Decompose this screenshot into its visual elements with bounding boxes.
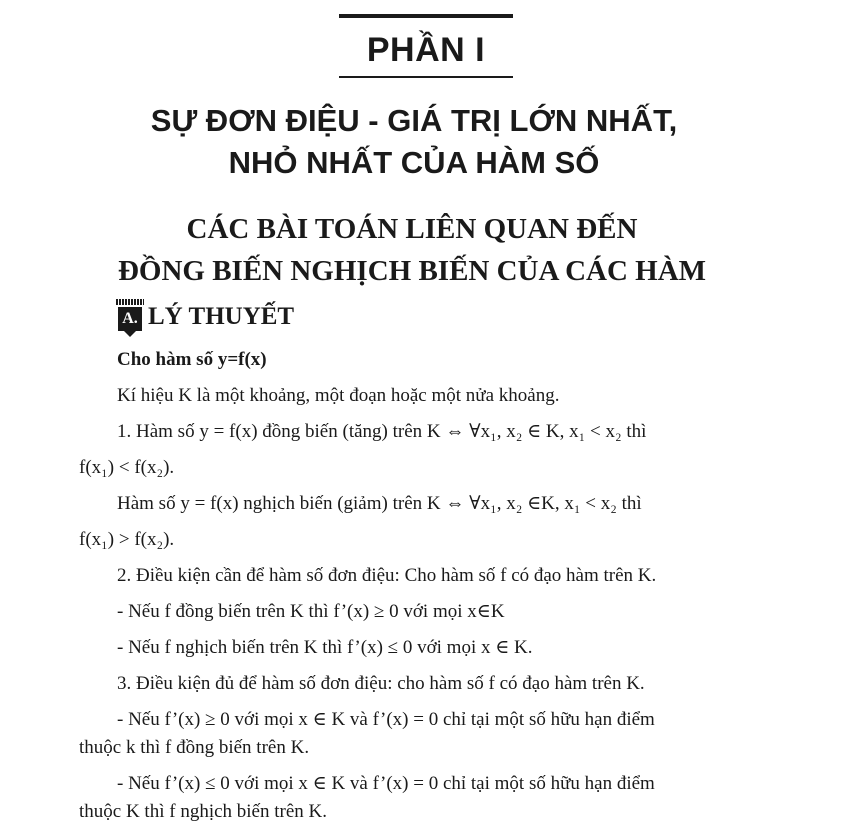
item3-line-b2: thuộc K thì f nghịch biến trên K. — [79, 801, 328, 822]
section-title — [0, 100, 836, 184]
section-a-badge-icon: A. — [118, 307, 142, 331]
item3-line-b1: - Nếu f’(x) ≤ 0 với mọi x ∈ K và f’(x) = 0 chỉ tại một số hữu hạn điểm — [117, 773, 655, 794]
theory-heading-text: LÝ THUYẾT — [148, 303, 295, 330]
topic-title-line-1: CÁC BÀI TOÁN LIÊN QUAN ĐẾN — [186, 213, 638, 245]
item3-line-a1: - Nếu f’(x) ≥ 0 với mọi x ∈ K và f’(x) = 0 chỉ tại một số hữu hạn điểm — [117, 709, 655, 730]
part-header — [339, 14, 513, 78]
intro-line: Cho hàm số y=f(x) — [117, 349, 267, 370]
part-rule-bottom — [339, 76, 513, 78]
theory-heading — [118, 300, 294, 334]
topic-title — [0, 208, 834, 292]
item3-line-a2: thuộc k thì f đồng biến trên K. — [79, 737, 310, 758]
item2-line: 2. Điều kiện cần để hàm số đơn điệu: Cho hàm số f có đạo hàm trên K. — [117, 565, 657, 586]
topic-title-line-2: ĐỒNG BIẾN NGHỊCH BIẾN CỦA CÁC HÀM — [117, 255, 707, 287]
theory-body — [79, 346, 783, 826]
part-rule-top — [339, 14, 513, 18]
item2-line-b: - Nếu f nghịch biến trên K thì f’(x) ≤ 0 với mọi x ∈ K. — [117, 637, 533, 658]
item1-line-b: f(x₁) < f(x₂). — [79, 457, 175, 478]
item3-line: 3. Điều kiện đủ để hàm số đơn điệu: cho hàm số f có đạo hàm trên K. — [117, 673, 645, 694]
section-title-line-1: SỰ ĐƠN ĐIỆU - GIÁ TRỊ LỚN NHẤT, — [150, 103, 678, 138]
def-k-line: Kí hiệu K là một khoảng, một đoạn hoặc một nửa khoảng. — [117, 385, 560, 406]
item1-line-a: 1. Hàm số y = f(x) đồng biến (tăng) trên K ⇔ ∀x₁, x₂ ∈ K, x₁ < x₂ thì — [117, 421, 647, 442]
section-title-line-2: NHỎ NHẤT CỦA HÀM SỐ — [228, 145, 600, 180]
item1-line-c: Hàm số y = f(x) nghịch biến (giảm) trên K ⇔ ∀x₁, x₂ ∈K, x₁ < x₂ thì — [117, 493, 642, 514]
item2-line-a: - Nếu f đồng biến trên K thì f’(x) ≥ 0 với mọi x∈K — [117, 601, 505, 622]
item1-line-d: f(x₁) > f(x₂). — [79, 529, 175, 550]
part-title: PHẦN I — [366, 31, 486, 69]
